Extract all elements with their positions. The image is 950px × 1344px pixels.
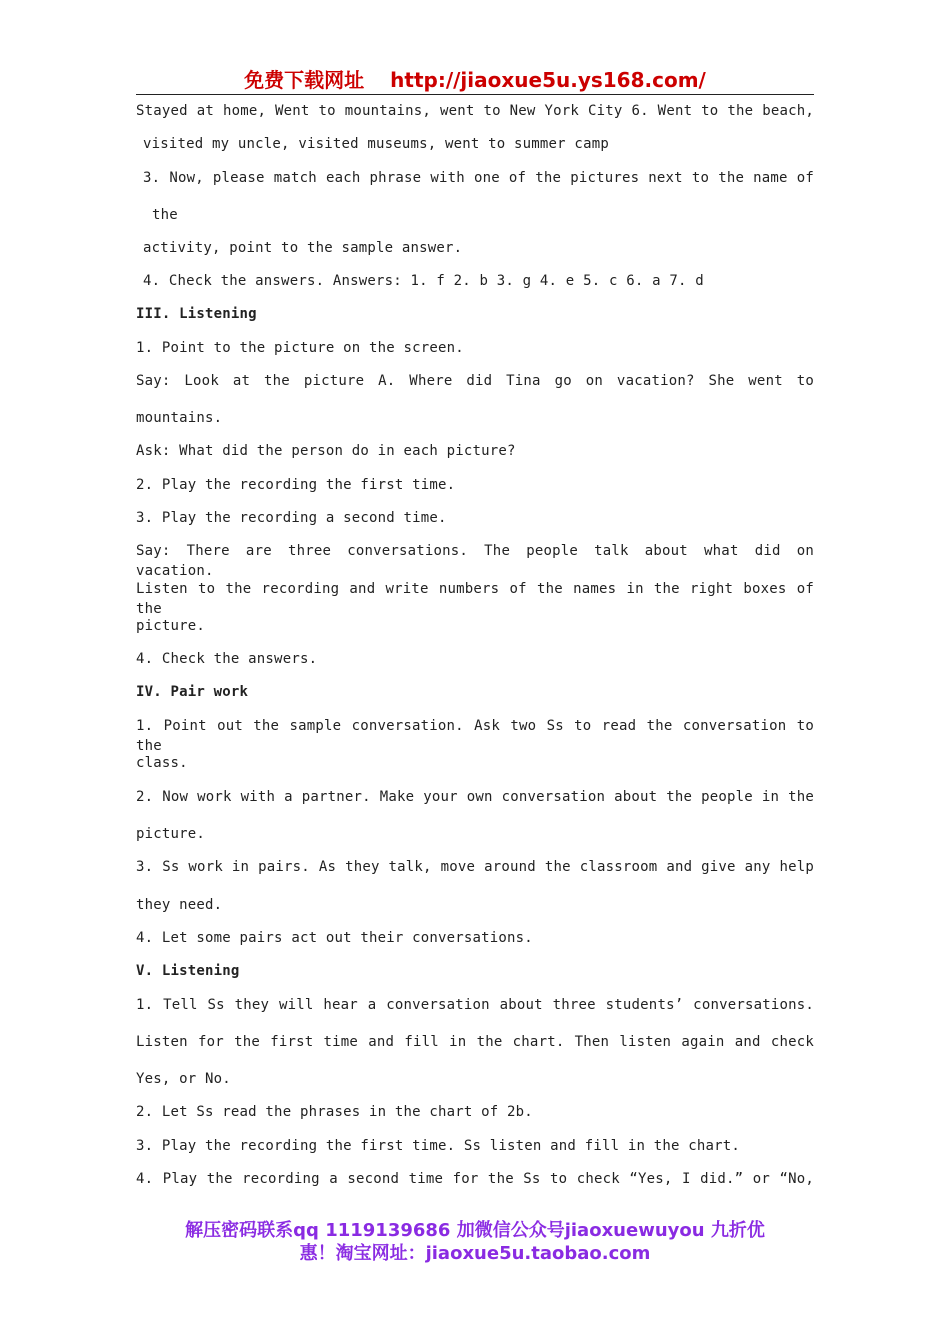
text-line: Say: Look at the picture A. Where did Tina go on vacation? She went to — [136, 373, 814, 389]
text-line: activity, point to the sample answer. — [143, 240, 463, 256]
text-line: Listen for the first time and fill in the chart. Then listen again and check — [136, 1034, 814, 1050]
text-line: 3. Now, please match each phrase with one of the pictures next to the name of — [143, 170, 814, 186]
text-line: mountains. — [136, 410, 223, 426]
header-rule — [136, 94, 814, 95]
page-footer — [136, 1219, 814, 1265]
text-line: picture. — [136, 618, 206, 634]
text-line: the — [152, 207, 178, 223]
text-line: 1. Point out the sample conversation. Ask two Ss to read the conversation to the — [136, 718, 814, 754]
text-line: visited my uncle, visited museums, went to summer camp — [143, 136, 609, 152]
text-line: Listen to the recording and write numbers of the names in the right boxes of the — [136, 581, 814, 617]
text-line: 2. Let Ss read the phrases in the chart of 2b. — [136, 1104, 533, 1120]
text-line: Ask: What did the person do in each picture? — [136, 443, 516, 459]
page-header — [136, 66, 814, 94]
text-line: 4. Check the answers. — [136, 651, 318, 667]
text-line: 3. Ss work in pairs. As they talk, move around the classroom and give any help — [136, 859, 814, 875]
text-line: Yes, or No. — [136, 1071, 231, 1087]
text-line: 2. Now work with a partner. Make your own conversation about the people in the — [136, 789, 814, 805]
section-heading: V. Listening — [136, 963, 240, 979]
header-title: 免费下载网址 — [244, 68, 365, 92]
text-line: 2. Play the recording the first time. — [136, 477, 456, 493]
header-url[interactable]: http://jiaoxue5u.ys168.com/ — [390, 68, 706, 92]
text-line: 3. Play the recording a second time. — [136, 510, 447, 526]
text-line: class. — [136, 755, 188, 771]
text-line: Say: There are three conversations. The people talk about what did on vacation. — [136, 543, 814, 579]
text-line: 1. Point to the picture on the screen. — [136, 340, 464, 356]
footer-line-2[interactable]: 惠！淘宝网址：jiaoxue5u.taobao.com — [299, 1243, 651, 1264]
text-line: picture. — [136, 826, 206, 842]
text-line: 4. Play the recording a second time for the Ss to check “Yes, I did.” or “No, — [136, 1171, 814, 1187]
text-line: Stayed at home, Went to mountains, went to New York City 6. Went to the beach, — [136, 103, 814, 119]
section-heading: IV. Pair work — [136, 684, 249, 700]
section-heading: III. Listening — [136, 306, 257, 322]
text-line: 3. Play the recording the first time. Ss listen and fill in the chart. — [136, 1138, 741, 1154]
text-line: 4. Check the answers. Answers: 1. f 2. b 3. g 4. e 5. c 6. a 7. d — [143, 273, 704, 289]
text-line: they need. — [136, 897, 223, 913]
text-line: 1. Tell Ss they will hear a conversation about three students’ conversations. — [136, 997, 814, 1013]
footer-line-1: 解压密码联系qq 1119139686 加微信公众号jiaoxuewuyou 九折优 — [185, 1220, 765, 1241]
text-line: 4. Let some pairs act out their conversations. — [136, 930, 533, 946]
